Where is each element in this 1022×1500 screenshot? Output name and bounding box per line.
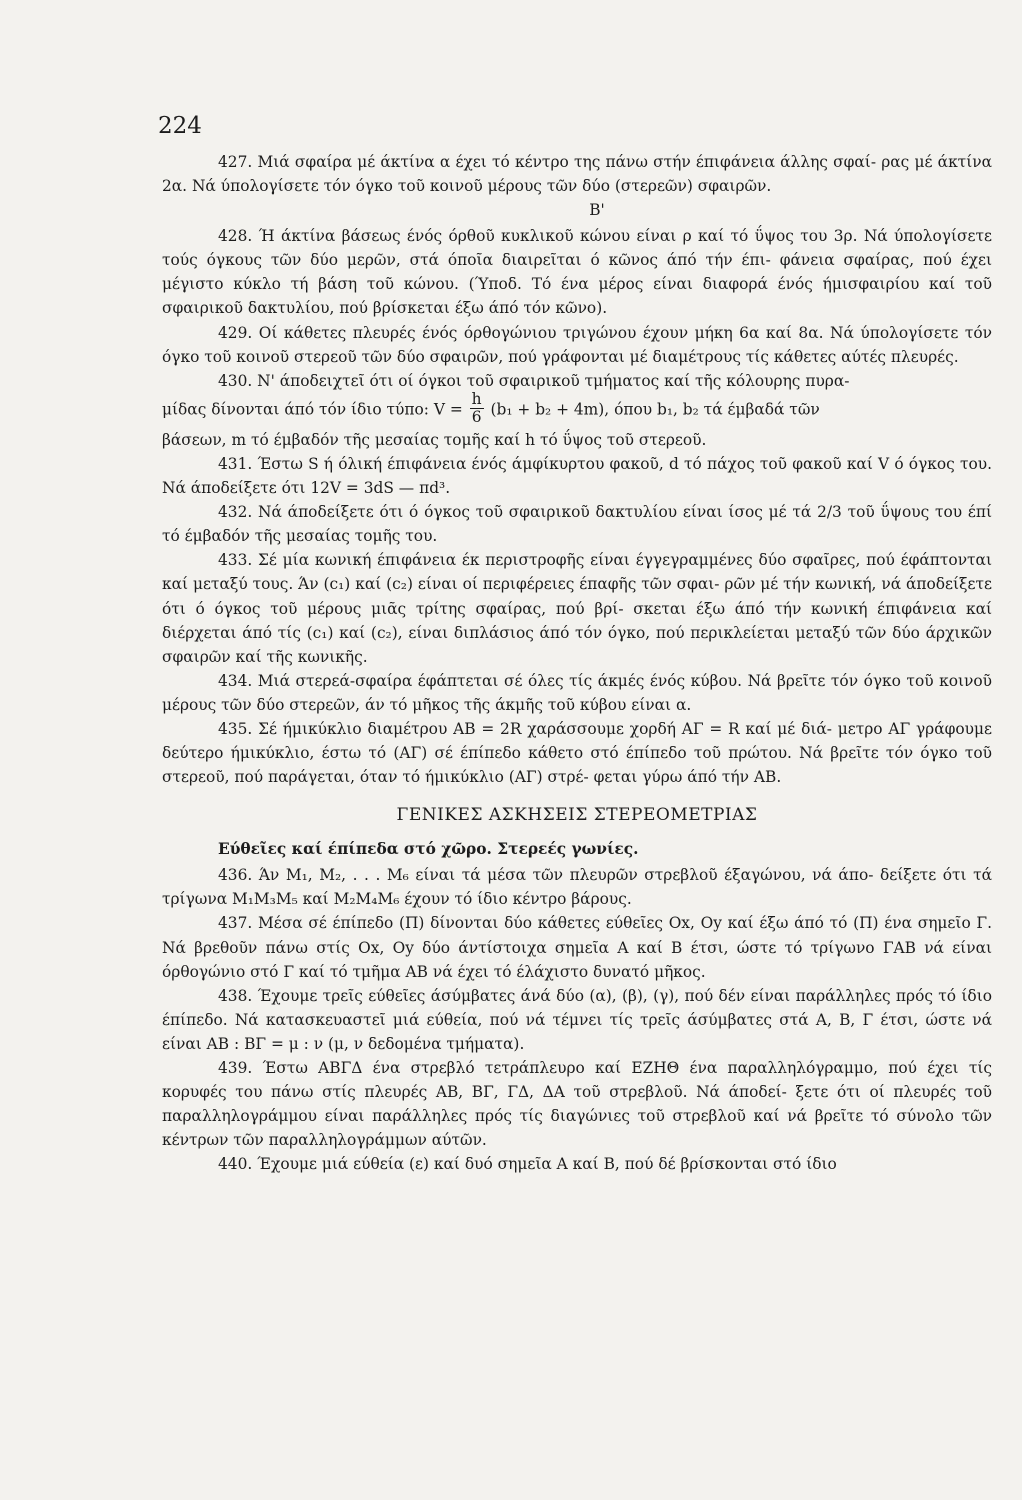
problem-430-line2	[162, 389, 992, 428]
formula-fraction	[470, 391, 484, 426]
problem-428: 428. Ή άκτίνα βάσεως ένός όρθοῦ κυκλικοῦ κώνου είναι ρ καί τό ΰψος του 3ρ. Νά ύπολογίσετε τούς όγκους τῶν δύο μερῶν, στά όποῖα διαιρεῖται ό κῶνος άπό τήν έπι- φάνεια σφαίρας, πού έχει μέγιστο κύκλο τή βάση τοῦ κώνου. (Ύποδ. Τό ένα μέρος είναι διαφορά ένός ήμισφαιρίου καί τοῦ σφαιρικοῦ δακτυλίου, πού βρίσκεται έξω άπό τόν κῶνο).	[162, 227, 992, 318]
problem-433: 433. Σέ μία κωνική έπιφάνεια έκ περιστροφῆς είναι έγγεγραμμένες δύο σφαῖρες, πού έφάπτονται καί μεταξύ τους. Άν (c₁) καί (c₂) είναι οί περιφέρειες έπαφῆς τῶν σφαι- ρῶν μέ τήν κωνική, νά άποδείξετε ότι ό όγκος τοῦ μέρους μιᾶς τρίτης σφαίρας, πού βρί- σκεται έξω άπό τήν κωνική έπιφάνεια καί διέρχεται άπό τίς (c₁) καί (c₂), είναι διπλάσιος άπό τόν όγκο, πού περικλείεται μεταξύ τῶν δύο άρχικῶν σφαιρῶν καί τῆς κωνικῆς.	[162, 551, 992, 666]
problem-430-line3: βάσεων, m τό έμβαδόν τῆς μεσαίας τομῆς καί h τό ΰψος τοῦ στερεοῦ.	[162, 430, 707, 449]
problem-440: 440. Έχουμε μιά εύθεία (ε) καί δυό σημεῖα Α καί Β, πού δέ βρίσκονται στό ίδιο	[218, 1155, 837, 1174]
fraction-numerator: h	[471, 389, 482, 408]
problem-432: 432. Νά άποδείξετε ότι ό όγκος τοῦ σφαιρικοῦ δακτυλίου είναι ίσος μέ τά 2/3 τοῦ ΰψους του έπί τό έμβαδόν τῆς μεσαίας τομῆς του.	[162, 503, 992, 546]
page-number: 224	[158, 113, 202, 139]
section-subheading: Εύθεῖες καί έπίπεδα στό χῶρο. Στερεές γωνίες.	[218, 840, 639, 859]
problem-438: 438. Έχουμε τρεῖς εύθεῖες άσύμβατες άνά δύο (α), (β), (γ), πού δέν είναι παράλληλες πρός τό ίδιο έπίπεδο. Νά κατασκευαστεῖ μιά εύθεία, πού νά τέμνει τίς τρεῖς άσύμβατες στά Α, Β, Γ έτσι, ώστε νά είναι ΑΒ : ΒΓ = μ : ν (μ, ν δεδομένα τμήματα).	[162, 986, 992, 1053]
page-text	[162, 150, 992, 1176]
problem-430	[162, 369, 992, 452]
problem-439: 439. Έστω ΑΒΓΔ ένα στρεβλό τετράπλευρο καί ΕΖΗΘ ένα παραλληλόγραμμο, πού έχει τίς κορυφές του πάνω στίς πλευρές ΑΒ, ΒΓ, ΓΔ, ΔΑ τοῦ στρεβλοῦ. Νά άποδεί- ξετε ότι οί πλευρές τοῦ παραλληλογράμμου είναι παράλληλες πρός τίς διαγώνιες τοῦ στρεβλοῦ καί νά βρεῖτε τό σύνολο τῶν κέντρων τῶν παραλληλογράμμων αύτῶν.	[162, 1059, 992, 1150]
problem-436: 436. Άν Μ₁, Μ₂, . . . Μ₆ είναι τά μέσα τῶν πλευρῶν στρεβλοῦ έξαγώνου, νά άπο- δείξετε ότι τά τρίγωνα Μ₁Μ₃Μ₅ καί Μ₂Μ₄Μ₆ έχουν τό ίδιο κέντρο βάρους.	[162, 866, 992, 909]
problem-429: 429. Οί κάθετες πλευρές ένός όρθογώνιου τριγώνου έχουν μήκη 6α καί 8α. Νά ύπολογίσετε τόν όγκο τοῦ κοινοῦ στερεοῦ τῶν δύο σφαιρῶν, πού γράφονται μέ διαμέτρους τίς κάθετες αύτές πλευρές.	[162, 323, 992, 366]
problem-430-formula-tail: (b₁ + b₂ + 4m), όπου b₁, b₂ τά έμβαδά τῶν	[490, 400, 820, 419]
problem-group-b	[162, 224, 992, 369]
problem-group-d	[162, 863, 992, 1176]
problem-427: 427. Μιά σφαίρα μέ άκτίνα α έχει τό κέντρο της πάνω στήν έπιφάνεια άλλης σφαί- ρας μέ άκτίνα 2α. Νά ύπολογίσετε τόν όγκο τοῦ κοινοῦ μέρους τῶν δύο (στερεῶν) σφαιρῶν.	[162, 153, 992, 196]
fraction-denominator: 6	[471, 407, 482, 426]
problem-group-c	[162, 452, 992, 789]
problem-435: 435. Σέ ήμικύκλιο διαμέτρου ΑΒ = 2R χαράσσουμε χορδή ΑΓ = R καί μέ διά- μετρο ΑΓ γράφουμε δεύτερο ήμικύκλιο, έστω τό (ΑΓ) σέ έπίπεδο κάθετο στό έπίπεδο τοῦ πρώτου. Νά βρεῖτε τόν όγκο τοῦ στερεοῦ, πού παράγεται, όταν τό ήμικύκλιο (ΑΓ) στρέ- φεται γύρω άπό τήν ΑΒ.	[162, 719, 992, 787]
section-heading: ΓΕΝΙΚΕΣ ΑΣΚΗΣΕΙΣ ΣΤΕΡΕΟΜΕΤΡΙΑΣ	[396, 805, 758, 826]
section-mark: B'	[589, 201, 605, 220]
problem-430-formula-lead: μίδας δίνονται άπό τόν ίδιο τύπο: V =	[162, 400, 463, 419]
problem-group-a	[162, 150, 992, 198]
problem-430-line1: 430. Ν' άποδειχτεῖ ότι οί όγκοι τοῦ σφαιρικοῦ τμήματος καί τῆς κόλουρης πυρα-	[218, 371, 850, 390]
problem-434: 434. Μιά στερεά-σφαίρα έφάπτεται σέ όλες τίς άκμές ένός κύβου. Νά βρεῖτε τόν όγκο τοῦ κοινοῦ μέρους τῶν δύο στερεῶν, άν τό μῆκος τῆς άκμῆς τοῦ κύβου είναι α.	[162, 671, 992, 714]
problem-437: 437. Μέσα σέ έπίπεδο (Π) δίνονται δύο κάθετες εύθεῖες Οx, Οy καί έξω άπό τό (Π) ένα σημεῖο Γ. Νά βρεθοῦν πάνω στίς Οx, Οy δύο άντίστοιχα σημεῖα Α καί Β έτσι, ώστε τό τρίγωνο ΓΑΒ νά είναι όρθογώνιο στό Γ καί τό τμῆμα ΑΒ νά έχει τό έλάχιστο δυνατό μῆκος.	[162, 914, 992, 981]
problem-431: 431. Έστω S ή όλική έπιφάνεια ένός άμφίκυρτου φακοῦ, d τό πάχος τοῦ φακοῦ καί V ό όγκος του. Νά άποδείξετε ότι 12V = 3dS — πd³.	[162, 454, 992, 498]
